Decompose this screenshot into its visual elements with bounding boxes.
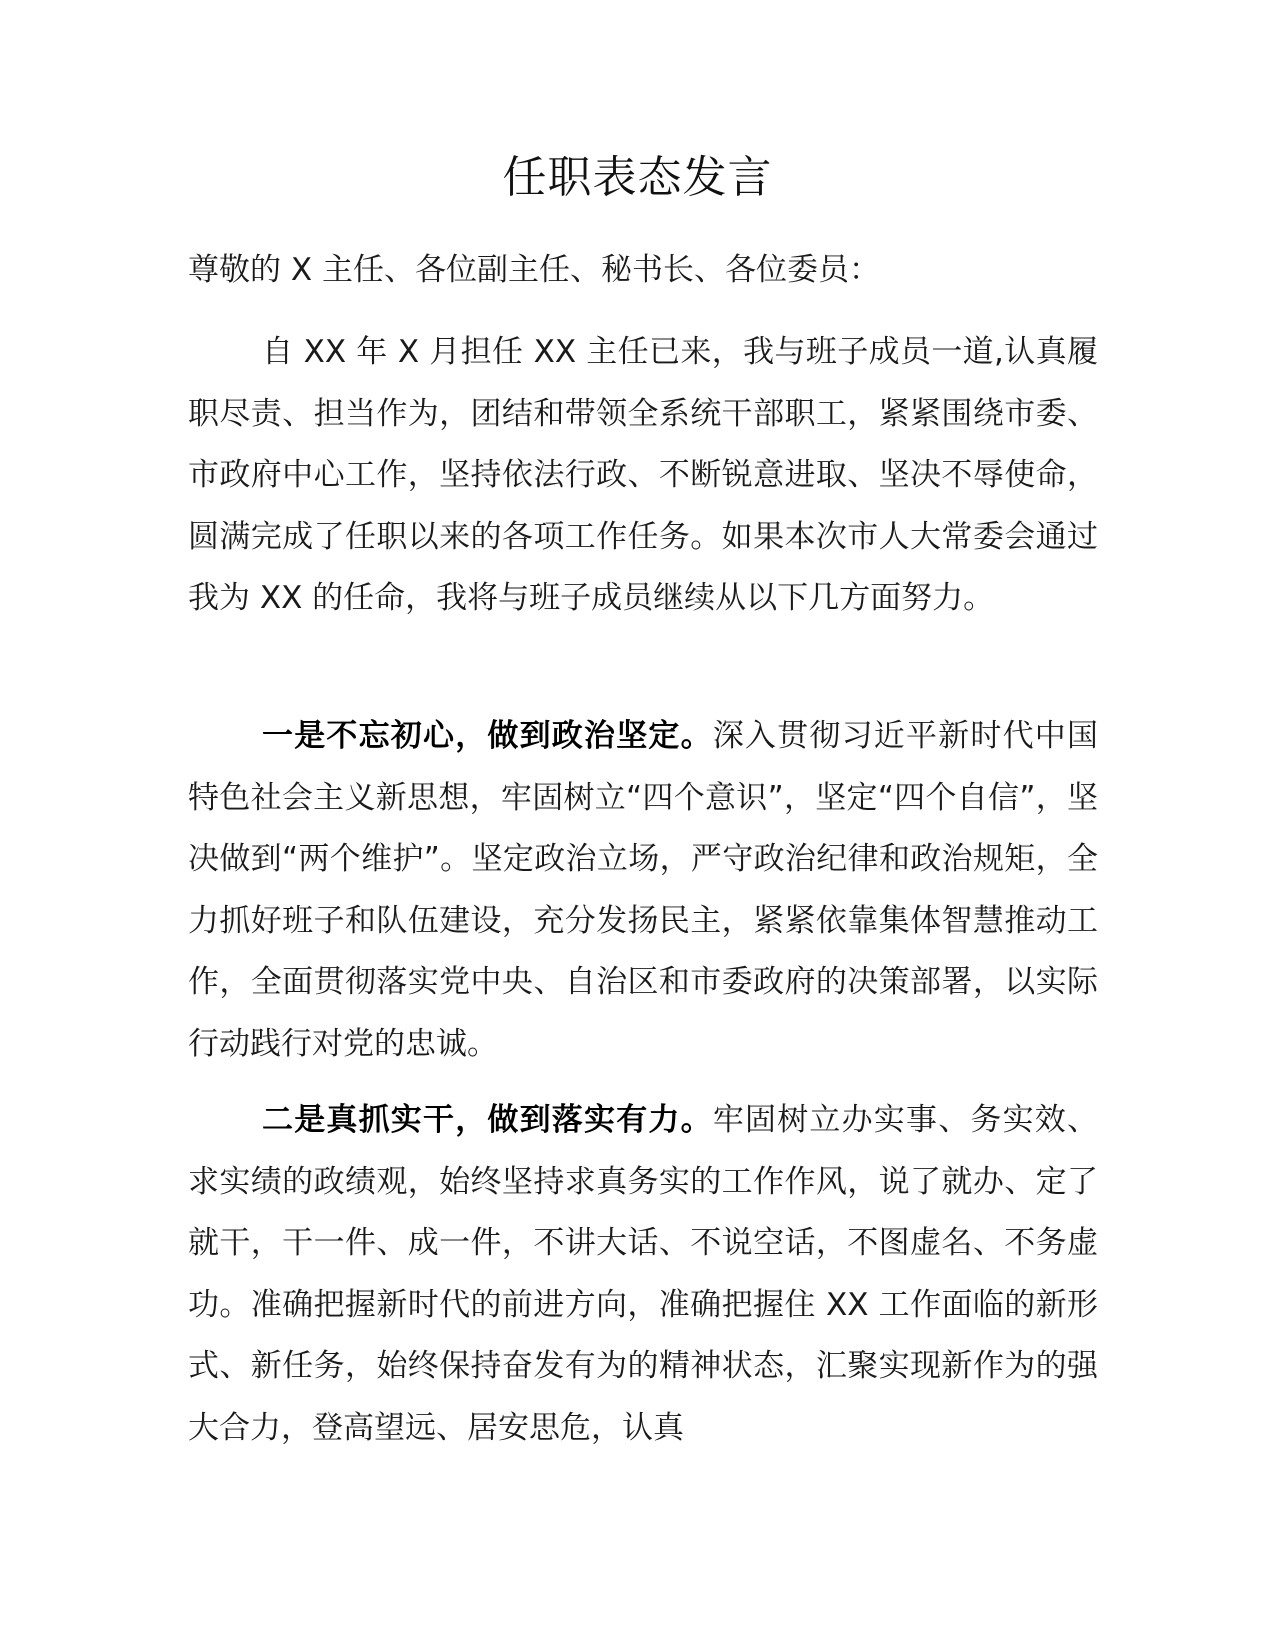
paragraph-lead: 二是真抓实干，做到落实有力。 xyxy=(262,1102,713,1138)
paragraph-intro xyxy=(188,322,1098,630)
paragraph-lead: 一是不忘初心，做到政治坚定。 xyxy=(262,718,713,754)
paragraph-body: 深入贯彻习近平新时代中国特色社会主义新思想，牢固树立“四个意识”，坚定“四个自信”，坚决做到“两个维护”。坚定政治立场，严守政治纪律和政治规矩，全力抓好班子和队伍建设，充分发扬民主，紧紧依靠集体智慧推动工作，全面贯彻落实党中央、自治区和市委政府的决策部署，以实际行动践行对党的忠诚。 xyxy=(188,718,1099,1062)
paragraph-body: 牢固树立办实事、务实效、求实绩的政绩观，始终坚持求真务实的工作作风，说了就办、定了就干，干一件、成一件，不讲大话、不说空话，不图虚名、不务虚功。准确把握新时代的前进方向，准确把握住 XX 工作面临的新形式、新任务，始终保持奋发有为的精神状态，汇聚实现新作为的强大合力，登高望远、居安思危，认真 xyxy=(188,1102,1099,1446)
paragraph-point-one xyxy=(188,706,1098,1075)
paragraph-body: 自 XX 年 X 月担任 XX 主任已来，我与班子成员一道,认真履职尽责、担当作为，团结和带领全系统干部职工，紧紧围绕市委、市政府中心工作，坚持依法行政、不断锐意进取、坚决不辱使命，圆满完成了任职以来的各项工作任务。如果本次市人大常委会通过我为 XX 的任命，我将与班子成员继续从以下几方面努力。 xyxy=(188,334,1098,616)
paragraph-point-two xyxy=(188,1090,1098,1459)
document-title: 任职表态发言 xyxy=(502,152,773,203)
salutation: 尊敬的 X 主任、各位副主任、秘书长、各位委员： xyxy=(188,252,880,288)
